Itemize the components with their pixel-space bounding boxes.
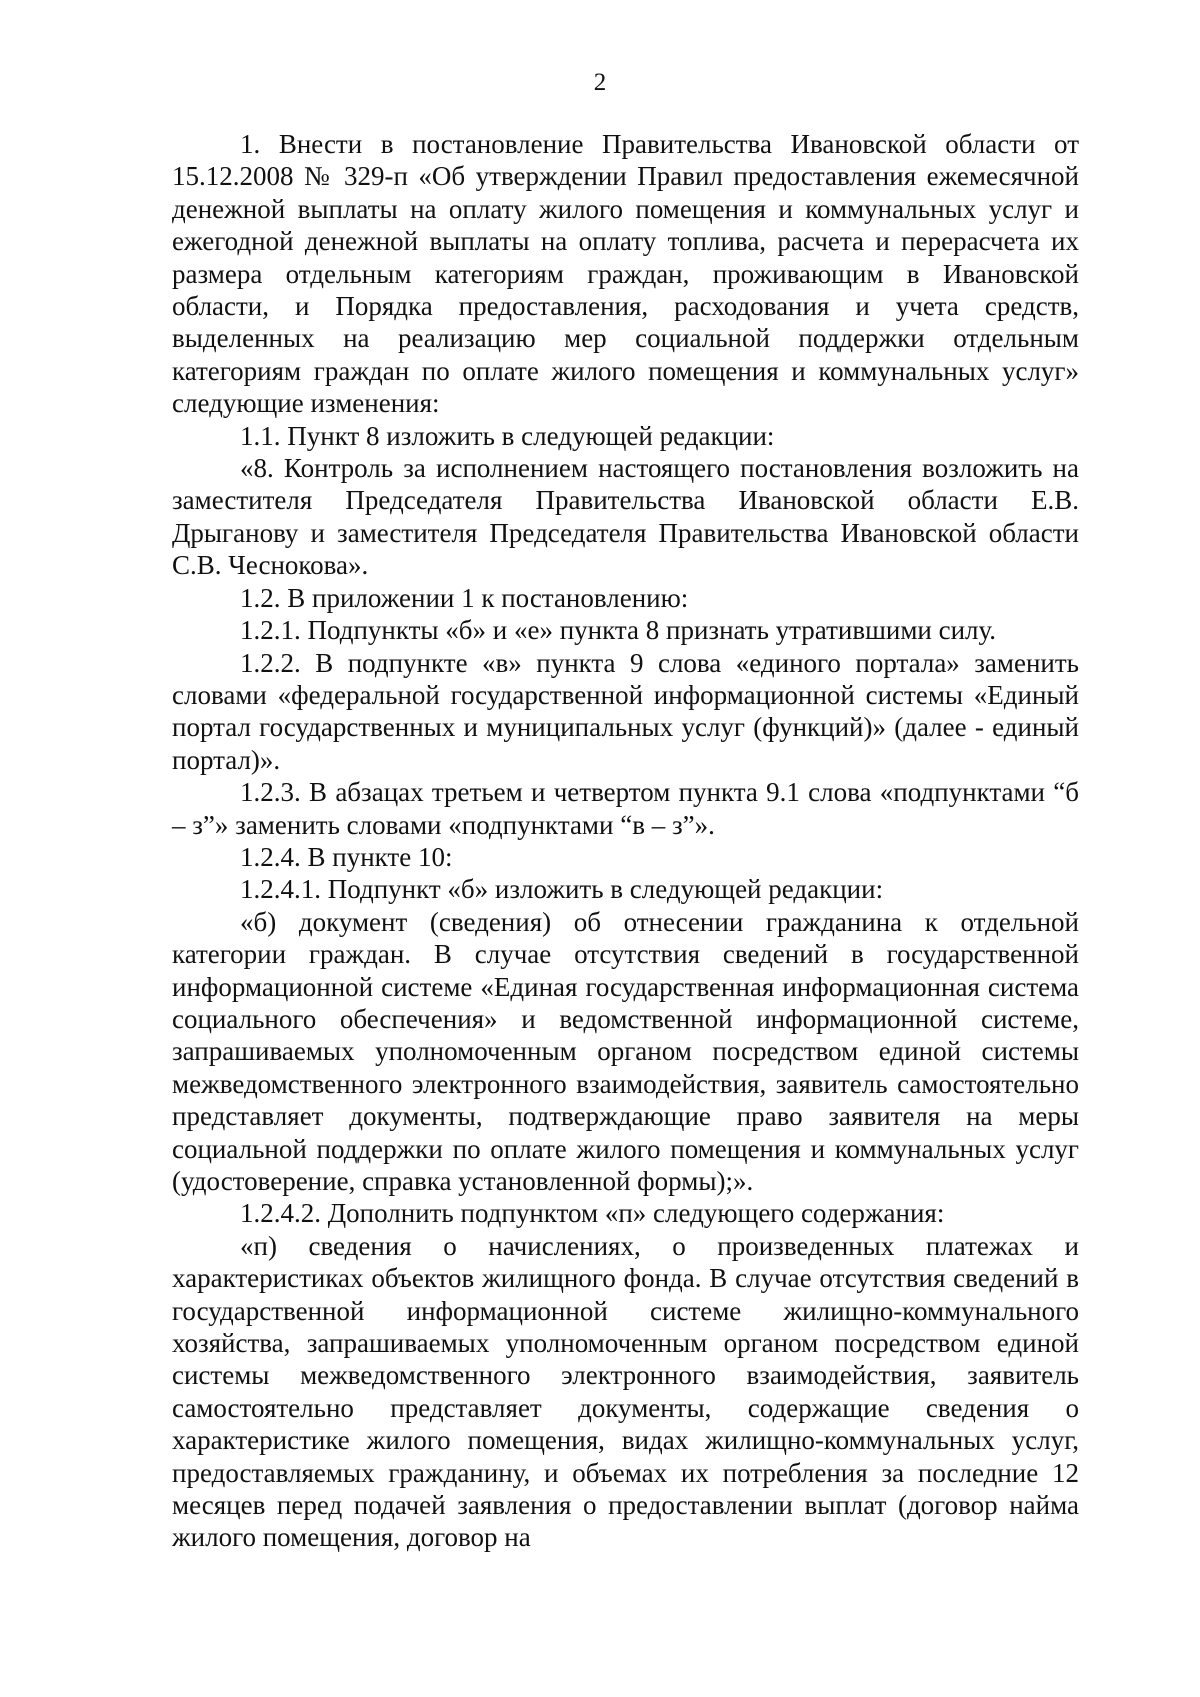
paragraph-subpoint-p-text: «п) сведения о начислениях, о произведенных платежах и характеристиках объектов жилищного фонда. В случае отсутствия сведений в государственной информационной системе жилищно-коммунального хозяйства, запрашиваемых уполномоченным органом посредством единой системы межведомственного электронного взаимодействия, заявитель самостоятельно представляет документы, содержащие сведения о характеристике жилого помещения, видах жилищно-коммунальных услуг, предоставляемых гражданину, и объемах их потребления за последние 12 месяцев перед подачей заявления о предоставлении выплат (договор найма жилого помещения, договор на (172, 1230, 1079, 1553)
paragraph-1: 1. Внести в постановление Правительства Ивановской области от 15.12.2008 № 329-п «Об утверждении Правил предоставления ежемесячной денежной выплаты на оплату жилого помещения и коммунальных услуг и ежегодной денежной выплаты на оплату топлива, расчета и перерасчета их размера отдельным категориям граждан, проживающим в Ивановской области, и Порядка предоставления, расходования и учета средств, выделенных на реализацию мер социальной поддержки отдельным категориям граждан по оплате жилого помещения и коммунальных услуг» следующие изменения: (172, 129, 1079, 419)
paragraph-1-2-4: 1.2.4. В пункте 10: (240, 841, 453, 872)
paragraph-subpoint-b-text: «б) документ (сведения) об отнесении гражданина к отдельной категории граждан. В случае отсутствия сведений в государственной информационной системе «Единая государственная информационная система социального обеспечения» и ведомственной информационной системе, запрашиваемых уполномоченным органом посредством единой системы межведомственного электронного взаимодействия, заявитель самостоятельно представляет документы, подтверждающие право заявителя на меры социальной поддержки по оплате жилого помещения и коммунальных услуг (удостоверение, справка установленной формы);». (172, 906, 1079, 1196)
paragraph-1-2-3: 1.2.3. В абзацах третьем и четвертом пункта 9.1 слова «подпунктами “б – з”» заменить словами «подпунктами “в – з”». (172, 777, 1079, 840)
paragraph-1-2-2: 1.2.2. В подпункте «в» пункта 9 слова «единого портала» заменить словами «федеральной государственной информационной системы «Единый портал государственных и муниципальных услуг (функций)» (далее - единый портал)». (172, 647, 1079, 775)
paragraph-point-8-text: «8. Контроль за исполнением настоящего постановления возложить на заместителя Председателя Правительства Ивановской области Е.В. Дрыганову и заместителя Председателя Правительства Ивановской области С.В. Чеснокова». (172, 453, 1079, 581)
paragraph-1-2-4-2: 1.2.4.2. Дополнить подпунктом «п» следующего содержания: (240, 1198, 945, 1229)
paragraph-1-1: 1.1. Пункт 8 изложить в следующей редакции: (240, 420, 775, 451)
paragraph-1-2-1: 1.2.1. Подпункты «б» и «е» пункта 8 признать утратившими силу. (240, 615, 997, 646)
page-number: 2 (593, 69, 607, 96)
document-body (172, 128, 1079, 1554)
paragraph-1-2-4-1: 1.2.4.1. Подпункт «б» изложить в следующей редакции: (240, 874, 884, 905)
paragraph-1-2: 1.2. В приложении 1 к постановлению: (240, 582, 689, 613)
